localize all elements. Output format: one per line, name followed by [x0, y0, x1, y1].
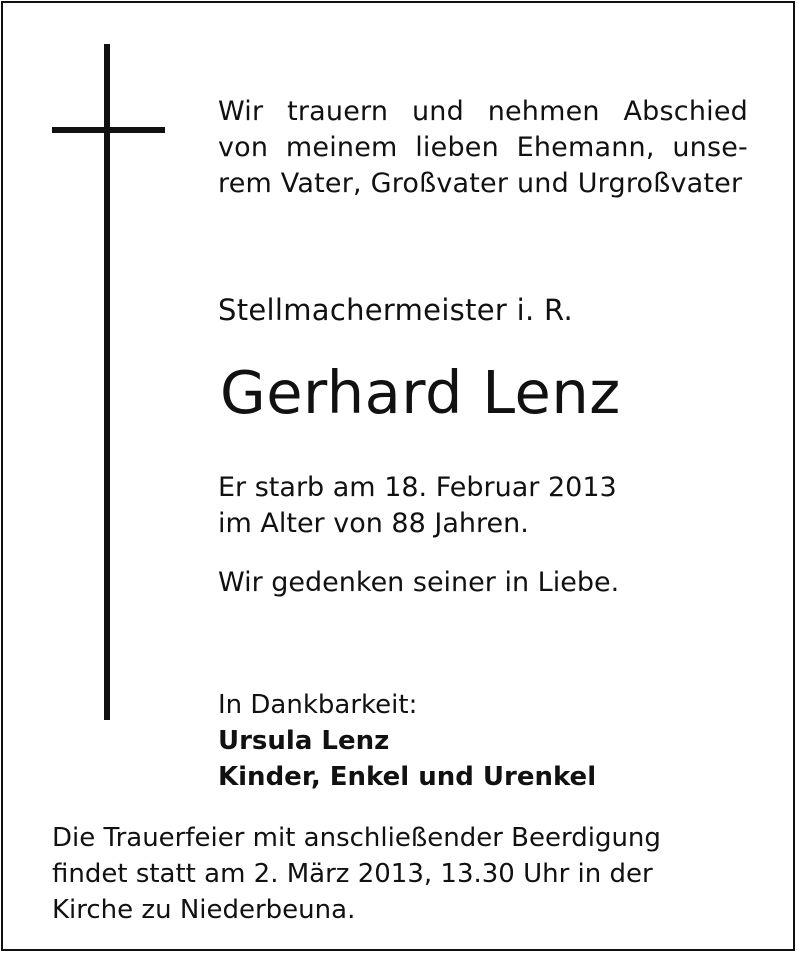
age-line: im Alter von 88 Jahren. [218, 508, 529, 539]
cross-horizontal-beam [52, 127, 165, 133]
intro-word: von [218, 132, 269, 163]
service-line-3: Kirche zu Niederbeuna. [52, 895, 356, 925]
occupation-title: Stellmachermeister i. R. [218, 293, 573, 327]
intro-word: lieben [415, 132, 499, 163]
intro-line-3: rem Vater, Großvater und Urgroßvater [218, 168, 743, 199]
death-date-line: Er starb am 18. Februar 2013 [218, 472, 617, 503]
intro-word: und [411, 96, 464, 127]
remembrance-text: Wir gedenken seiner in Liebe. [218, 567, 620, 598]
service-line-1: Die Trauerfeier mit anschließender Beerdigung [52, 823, 661, 853]
intro-word: meinem [285, 132, 398, 163]
death-details [218, 470, 617, 542]
intro-word: Wir [218, 96, 264, 127]
mourner-family: Kinder, Enkel und Urenkel [218, 762, 597, 792]
thanks-label: In Dankbarkeit: [218, 690, 418, 720]
cross-vertical-beam [104, 44, 110, 720]
funeral-service-info [52, 820, 720, 928]
mourners-list [218, 723, 596, 795]
intro-word: Abschied [623, 96, 748, 127]
intro-text [218, 94, 748, 202]
intro-word: unse- [672, 132, 748, 163]
service-line-2: findet statt am 2. März 2013, 13.30 Uhr in der [52, 859, 653, 889]
deceased-name: Gerhard Lenz [220, 358, 621, 427]
intro-word: Ehemann, [516, 132, 655, 163]
intro-line-1 [218, 94, 748, 130]
intro-line-2 [218, 130, 748, 166]
intro-word: nehmen [487, 96, 600, 127]
intro-word: trauern [287, 96, 389, 127]
mourner-name: Ursula Lenz [218, 726, 390, 756]
